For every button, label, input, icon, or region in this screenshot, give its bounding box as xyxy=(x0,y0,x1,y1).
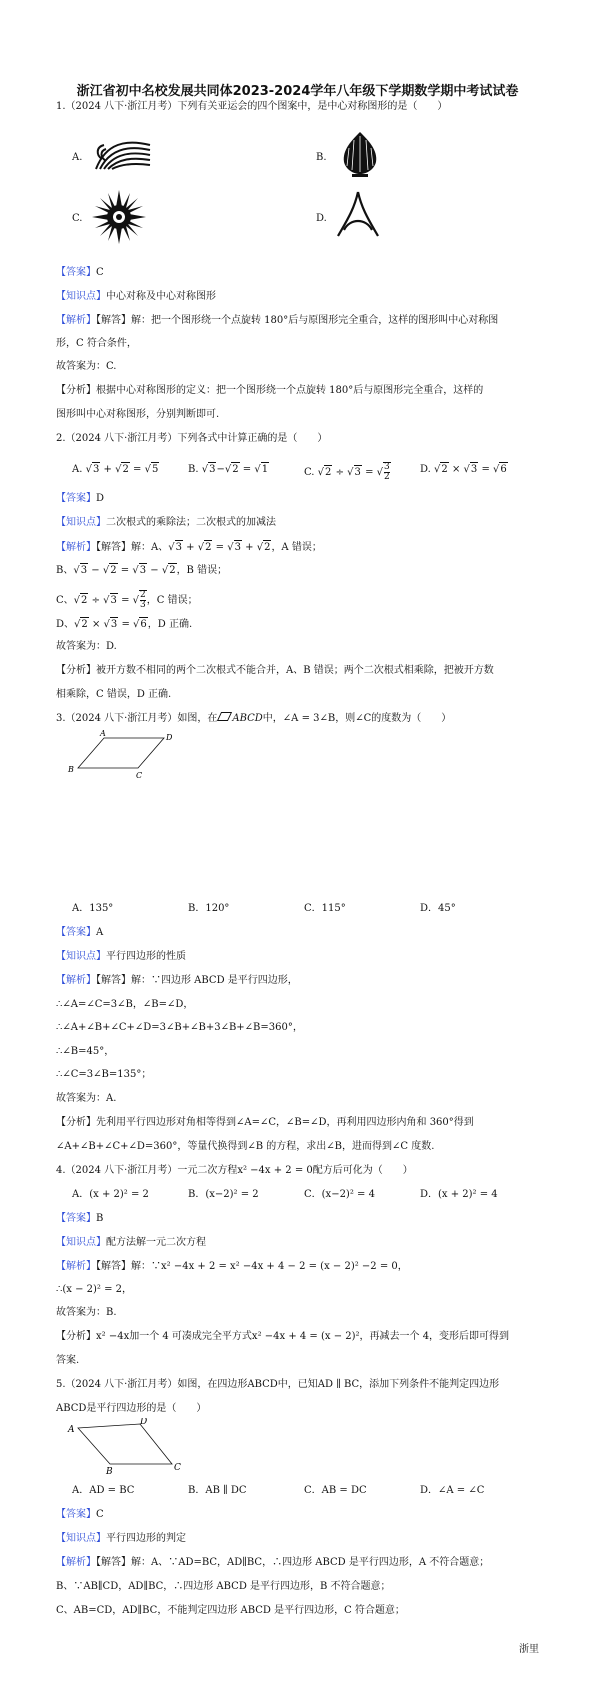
q1-point: 中心对称及中心对称图形 xyxy=(106,291,216,302)
q4-option-a: A．(x + 2)² = 2 xyxy=(72,1189,149,1200)
q5-option-c: C．AB = DC xyxy=(304,1485,367,1496)
q3-analysis-tag: 【解析】 xyxy=(56,975,96,986)
q1-option-c-label: C. xyxy=(72,213,83,224)
q5-answer-tag: 【答案】 xyxy=(56,1509,96,1520)
q2-conclusion: 故答案为：D. xyxy=(56,641,117,652)
q4-option-b: B．(x−2)² = 2 xyxy=(188,1189,259,1200)
q2-fenxi-line1: 【分析】被开方数不相同的两个二次根式不能合并，A、B 错误；两个二次根式相乘除，把被开方数 xyxy=(56,665,494,676)
q4-analysis-line1: 【解答】解：∵x² −4x + 2 = x² −4x + 4 − 2 = (x − 2)² −2 = 0， xyxy=(96,1261,408,1272)
q5-stem-line1: 5.（2024 八下·浙江月考）如图，在四边形ABCD中，已知AD ∥ BC，添加下列条件不能判定四边形 xyxy=(56,1379,500,1390)
q1-fenxi-line1: 【分析】根据中心对称图形的定义：把一个图形绕一个点旋转 180°后与原图形完全重合，这样的 xyxy=(56,385,484,396)
q5-analysis-line2: B、∵AB∥CD，AD∥BC，∴四边形 ABCD 是平行四边形，B 不符合题意； xyxy=(56,1581,391,1592)
q1-conclusion: 故答案为：C. xyxy=(56,361,117,372)
q2-analysis-b: B、√3 − √2 = √3 − √2，B 错误； xyxy=(56,565,228,576)
q5-quadrilateral-figure xyxy=(64,1418,188,1476)
q5-analysis-line3: C、AB=CD，AD∥BC，不能判定四边形 ABCD 是平行四边形，C 符合题意； xyxy=(56,1605,405,1616)
q5-option-d: D．∠A = ∠C xyxy=(420,1485,485,1496)
q1-option-b-label: B. xyxy=(316,152,327,163)
q3-analysis-line3: ∴∠A+∠B+∠C+∠D=3∠B+∠B+3∠B+∠B=360°， xyxy=(56,1022,303,1033)
q2-option-c: C. √2 ÷ √3 = √ $\frac{3}{2}$ xyxy=(304,462,390,482)
q3-analysis-line1: 【解答】解：∵四边形 ABCD 是平行四边形， xyxy=(96,975,298,986)
q2-stem: 2.（2024 八下·浙江月考）下列各式中计算正确的是（ ） xyxy=(56,433,328,444)
q2-option-d: D. √2 × √3 = √6 xyxy=(420,464,507,475)
q3-answer: A xyxy=(96,927,104,938)
q3-conclusion: 故答案为：A. xyxy=(56,1093,117,1104)
q3-fenxi-line1: 【分析】先利用平行四边形对角相等得到∠A=∠C，∠B=∠D，再利用四边形内角和 360°得到 xyxy=(56,1117,474,1128)
q4-fenxi-line1: 【分析】x² −4x加一个 4 可凑成完全平方式x² −4x + 4 = (x − 2)²，再减去一个 4，变形后即可得到 xyxy=(56,1331,510,1342)
q1-option-a-label: A. xyxy=(72,152,83,163)
q4-analysis-tag: 【解析】 xyxy=(56,1261,96,1272)
q1-option-d-label: D. xyxy=(316,213,327,224)
page-title: 浙江省初中名校发展共同体2023-2024学年八年级下学期数学期中考试试卷 xyxy=(76,84,519,99)
q5-label-d: D xyxy=(140,1418,148,1427)
q3-fenxi-line2: ∠A+∠B+∠C+∠D=360°，等量代换得到∠B 的方程，求出∠B，进而得到∠C 度数. xyxy=(56,1141,435,1152)
q4-conclusion: 故答案为：B. xyxy=(56,1307,117,1318)
q2-point: 二次根式的乘除法；二次根式的加减法 xyxy=(106,517,276,528)
q1-point-tag: 【知识点】 xyxy=(56,291,106,302)
q1-figure-c-sun-icon xyxy=(92,190,146,244)
q5-answer: C xyxy=(96,1509,104,1520)
q2-fenxi-line2: 相乘除，C 错误，D 正确. xyxy=(56,689,172,700)
q2-option-a: A. √3 + √2 = √5 xyxy=(72,464,159,475)
q4-option-c: C．(x−2)² = 4 xyxy=(304,1189,375,1200)
q1-figure-b-lotus-icon xyxy=(338,130,382,178)
q5-option-a: A．AD = BC xyxy=(72,1485,135,1496)
q3-analysis-line2: ∴∠A=∠C=3∠B，∠B=∠D， xyxy=(56,999,194,1010)
q2-answer: D xyxy=(96,493,105,504)
q1-analysis-tag: 【解析】 xyxy=(56,315,96,326)
q3-option-d: D．45° xyxy=(420,903,456,914)
q3-parallelogram-figure xyxy=(66,730,176,782)
q5-label-a: A xyxy=(68,1425,75,1435)
q3-answer-tag: 【答案】 xyxy=(56,927,96,938)
q5-label-c: C xyxy=(174,1463,181,1473)
q4-fenxi-line2: 答案. xyxy=(56,1355,80,1366)
q1-answer: C xyxy=(96,267,104,278)
page-footer: 浙里 xyxy=(519,1644,539,1655)
q1-stem: 1.（2024 八下·浙江月考）下列有关亚运会的四个图案中，是中心对称图形的是（ ） xyxy=(56,101,448,112)
q3-label-c: C xyxy=(136,771,143,780)
q3-option-a: A．135° xyxy=(72,903,114,914)
q2-option-b: B. √3−√2 = √1 xyxy=(188,464,269,475)
q5-stem-line2: ABCD是平行四边形的是（ ） xyxy=(56,1403,207,1414)
q3-label-d: D xyxy=(166,733,173,742)
q3-point: 平行四边形的性质 xyxy=(106,951,186,962)
q1-fenxi-line2: 图形叫中心对称图形，分别判断即可. xyxy=(56,409,220,420)
q1-analysis-line2: 形，C 符合条件， xyxy=(56,338,137,349)
q4-answer: B xyxy=(96,1213,104,1224)
q5-analysis-tag: 【解析】 xyxy=(56,1557,96,1568)
q3-point-tag: 【知识点】 xyxy=(56,951,106,962)
q4-stem: 4.（2024 八下·浙江月考）一元二次方程x² −4x + 2 = 0配方后可化为（ ） xyxy=(56,1165,413,1176)
q1-figure-a-wave-icon xyxy=(92,135,156,173)
q1-answer-tag: 【答案】 xyxy=(56,267,96,278)
q4-option-d: D．(x + 2)² = 4 xyxy=(420,1189,498,1200)
q1-analysis-line1: 【解答】解：把一个图形绕一个点旋转 180°后与原图形完全重合，这样的图形叫中心对称图 xyxy=(96,315,499,326)
q3-stem: 3.（2024 八下·浙江月考）如图，在 ABCD中，∠A = 3∠B，则∠C的度数为（ ） xyxy=(56,713,452,724)
q2-analysis-d: D、√2 × √3 = √6，D 正确. xyxy=(56,619,193,630)
q3-analysis-line5: ∴∠C=3∠B=135°； xyxy=(56,1069,152,1080)
q5-label-b: B xyxy=(106,1467,113,1476)
q5-option-b: B．AB ∥ DC xyxy=(188,1485,247,1496)
q4-point-tag: 【知识点】 xyxy=(56,1237,106,1248)
q4-point: 配方法解一元二次方程 xyxy=(106,1237,206,1248)
q2-answer-tag: 【答案】 xyxy=(56,493,96,504)
q3-analysis-line4: ∴∠B=45°， xyxy=(56,1046,115,1057)
q5-point-tag: 【知识点】 xyxy=(56,1533,106,1544)
q3-option-c: C．115° xyxy=(304,903,346,914)
q2-analysis-c: C、√2 ÷ √3 = √ $\frac{2}{3}$ ，C 错误； xyxy=(56,590,198,610)
q4-analysis-line2: ∴(x − 2)² = 2， xyxy=(56,1284,133,1295)
q2-analysis-a: 【解析】【解答】解：A、√3 + √2 = √3 + √2，A 错误； xyxy=(56,542,322,553)
q5-analysis-line1: 【解答】解：A、∵AD=BC，AD∥BC，∴四边形 ABCD 是平行四边形，A 不符合题意； xyxy=(96,1557,490,1568)
q3-label-a: A xyxy=(100,730,106,738)
q3-option-b: B．120° xyxy=(188,903,230,914)
q4-answer-tag: 【答案】 xyxy=(56,1213,96,1224)
q3-label-b: B xyxy=(68,765,74,774)
q5-point: 平行四边形的判定 xyxy=(106,1533,186,1544)
q2-point-tag: 【知识点】 xyxy=(56,517,106,528)
q1-figure-d-tower-icon xyxy=(336,190,380,240)
